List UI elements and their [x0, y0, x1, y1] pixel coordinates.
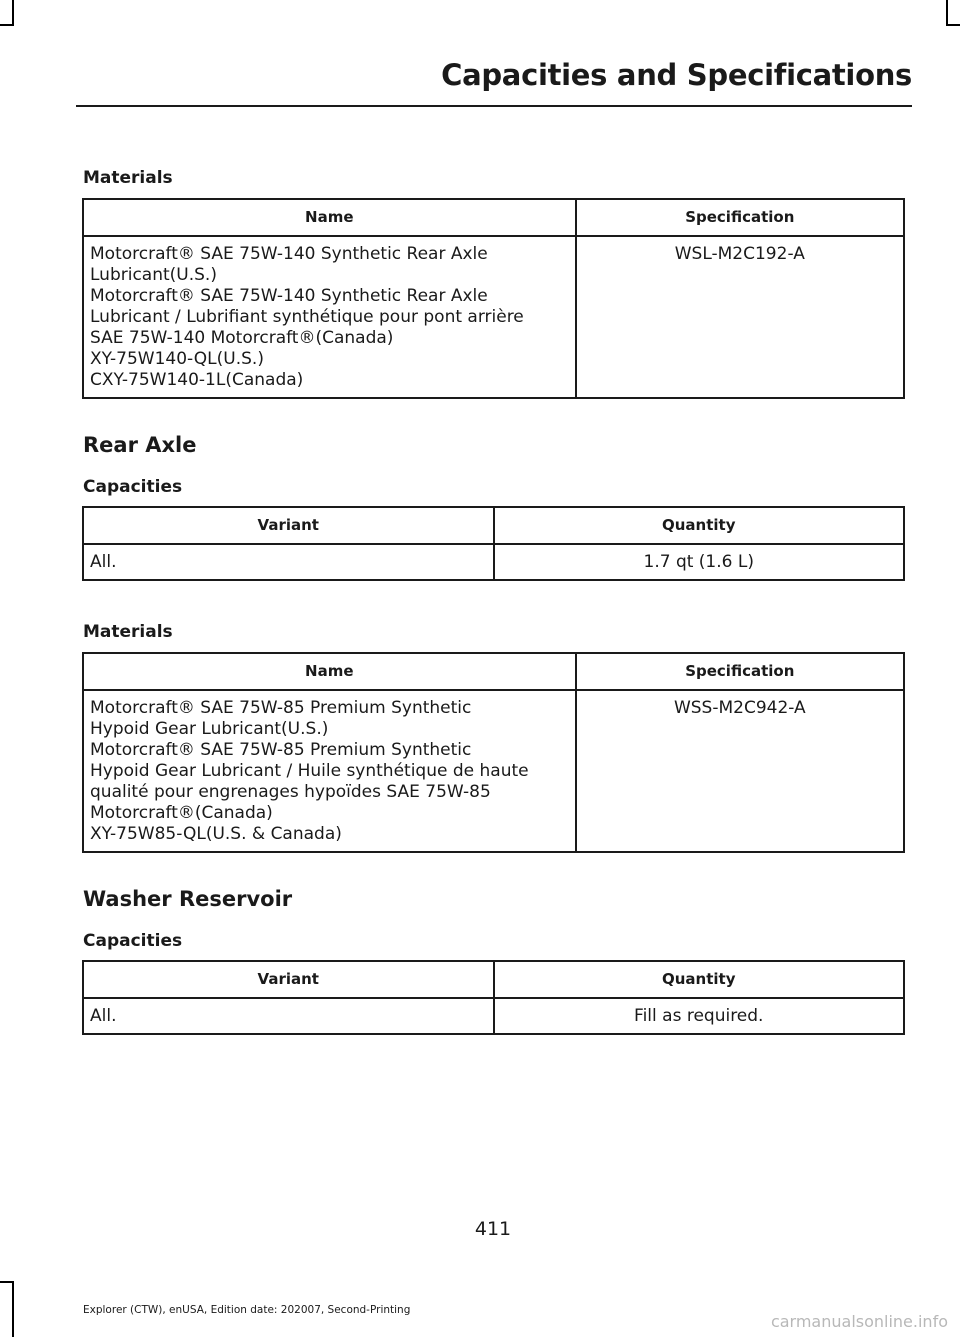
page-title: Capacities and Specifications [441, 58, 912, 92]
watermark: carmanualsonline.info [770, 1312, 948, 1331]
crop-mark [12, 0, 14, 26]
name-line: Motorcraft®(Canada) [90, 803, 273, 823]
materials-table [82, 198, 905, 399]
table-header-row [83, 961, 904, 998]
name-line: SAE 75W-140 Motorcraft®(Canada) [90, 328, 394, 348]
title-rule [76, 105, 912, 107]
name-line: Lubricant / Lubrifiant synthétique pour pont arrière [90, 307, 524, 327]
name-line: Hypoid Gear Lubricant / Huile synthétique de haute [90, 761, 529, 781]
name-cell [83, 236, 576, 398]
name-line: Hypoid Gear Lubricant(U.S.) [90, 719, 329, 739]
name-line: XY-75W85-QL(U.S. & Canada) [90, 824, 342, 844]
column-header-name: Name [83, 653, 576, 690]
edition-footer: Explorer (CTW), enUSA, Edition date: 202007, Second-Printing [83, 1304, 411, 1316]
table-row [83, 690, 904, 852]
page-number: 411 [474, 1218, 512, 1240]
name-line: CXY-75W140-1L(Canada) [90, 370, 304, 390]
name-line: qualité pour engrenages hypoïdes SAE 75W-85 [90, 782, 491, 802]
specification-cell: WSS-M2C942-A [576, 690, 904, 852]
variant-cell: All. [83, 998, 494, 1034]
quantity-cell: Fill as required. [494, 998, 905, 1034]
column-header-specification: Specification [576, 199, 904, 236]
name-cell [83, 690, 576, 852]
table-row [83, 236, 904, 398]
materials-heading: Materials [83, 168, 173, 188]
column-header-quantity: Quantity [494, 961, 905, 998]
name-line: Motorcraft® SAE 75W-85 Premium Synthetic [90, 698, 472, 718]
washer-reservoir-heading: Washer Reservoir [83, 887, 293, 911]
column-header-variant: Variant [83, 961, 494, 998]
name-line: Motorcraft® SAE 75W-140 Synthetic Rear Axle [90, 286, 488, 306]
crop-mark [12, 1281, 14, 1337]
crop-mark [946, 0, 948, 26]
table-header-row [83, 507, 904, 544]
name-line: Motorcraft® SAE 75W-140 Synthetic Rear Axle [90, 244, 488, 264]
specification-cell: WSL-M2C192-A [576, 236, 904, 398]
washer-capacities-heading: Capacities [83, 931, 183, 951]
crop-mark [0, 1281, 14, 1283]
column-header-variant: Variant [83, 507, 494, 544]
name-line: Motorcraft® SAE 75W-85 Premium Synthetic [90, 740, 472, 760]
variant-cell: All. [83, 544, 494, 580]
washer-capacities-table [82, 960, 905, 1035]
column-header-quantity: Quantity [494, 507, 905, 544]
table-header-row [83, 653, 904, 690]
rear-axle-capacities-heading: Capacities [83, 477, 183, 497]
quantity-cell: 1.7 qt (1.6 L) [494, 544, 905, 580]
column-header-name: Name [83, 199, 576, 236]
name-line: Lubricant(U.S.) [90, 265, 217, 285]
rear-axle-capacities-table [82, 506, 905, 581]
rear-axle-materials-table [82, 652, 905, 853]
crop-mark [946, 24, 960, 26]
table-header-row [83, 199, 904, 236]
column-header-specification: Specification [576, 653, 904, 690]
table-row [83, 544, 904, 580]
crop-mark [0, 24, 14, 26]
table-row [83, 998, 904, 1034]
rear-axle-heading: Rear Axle [83, 433, 197, 457]
rear-axle-materials-heading: Materials [83, 622, 173, 642]
name-line: XY-75W140-QL(U.S.) [90, 349, 264, 369]
